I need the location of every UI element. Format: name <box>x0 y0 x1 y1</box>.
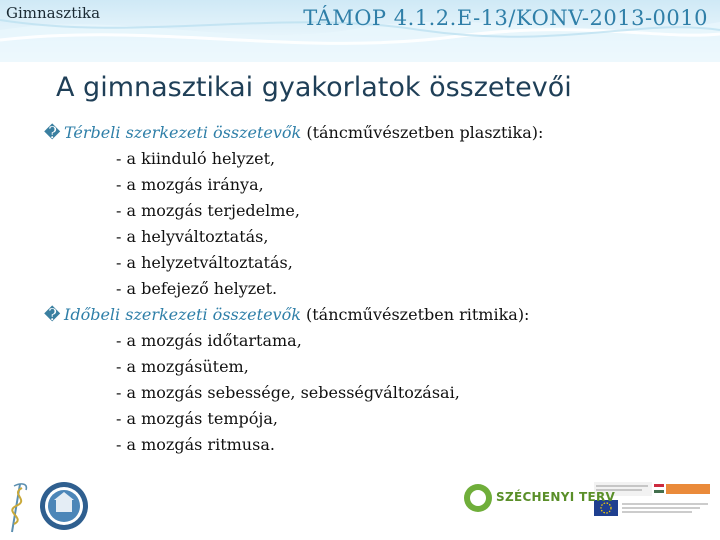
list-item: - a mozgás terjedelme, <box>116 201 300 220</box>
institution-logos <box>0 476 100 536</box>
temporal-list <box>44 328 704 458</box>
project-code: TÁMOP 4.1.2.E-13/KONV-2013-0010 <box>303 6 708 30</box>
header-band <box>0 0 720 62</box>
university-seal-icon <box>0 476 100 536</box>
bullet-spatial <box>44 120 704 146</box>
funding-logos <box>456 476 718 536</box>
spatial-list <box>44 146 704 302</box>
bullet-term: Térbeli szerkezeti összetevők <box>64 123 302 142</box>
bullet-temporal <box>44 302 704 328</box>
bullet-marker: � <box>44 305 61 324</box>
section-label: Gimnasztika <box>6 4 101 22</box>
list-item: - a mozgás ritmusa. <box>116 435 275 454</box>
list-item: - a mozgás iránya, <box>116 175 264 194</box>
bullet-rest: (táncművészetben ritmika): <box>300 305 530 324</box>
slide-content <box>44 120 704 458</box>
szechenyi-terv-logo: SZÉCHENYI TERV <box>496 490 616 504</box>
list-item: - a befejező helyzet. <box>116 279 278 298</box>
list-item: - a helyzetváltoztatás, <box>116 253 293 272</box>
list-item: - a mozgásütem, <box>116 357 249 376</box>
bullet-term: Időbeli szerkezeti összetevők <box>64 305 301 324</box>
funding-logos-graphic <box>456 476 718 536</box>
list-item: - a kiinduló helyzet, <box>116 149 276 168</box>
list-item: - a mozgás tempója, <box>116 409 278 428</box>
bullet-rest: (táncművészetben plasztika): <box>301 123 544 142</box>
slide-title: A gimnasztikai gyakorlatok összetevői <box>56 72 572 103</box>
list-item: - a helyváltoztatás, <box>116 227 269 246</box>
bullet-marker: � <box>44 123 61 142</box>
list-item: - a mozgás időtartama, <box>116 331 302 350</box>
list-item: - a mozgás sebessége, sebességváltozásai, <box>116 383 460 402</box>
